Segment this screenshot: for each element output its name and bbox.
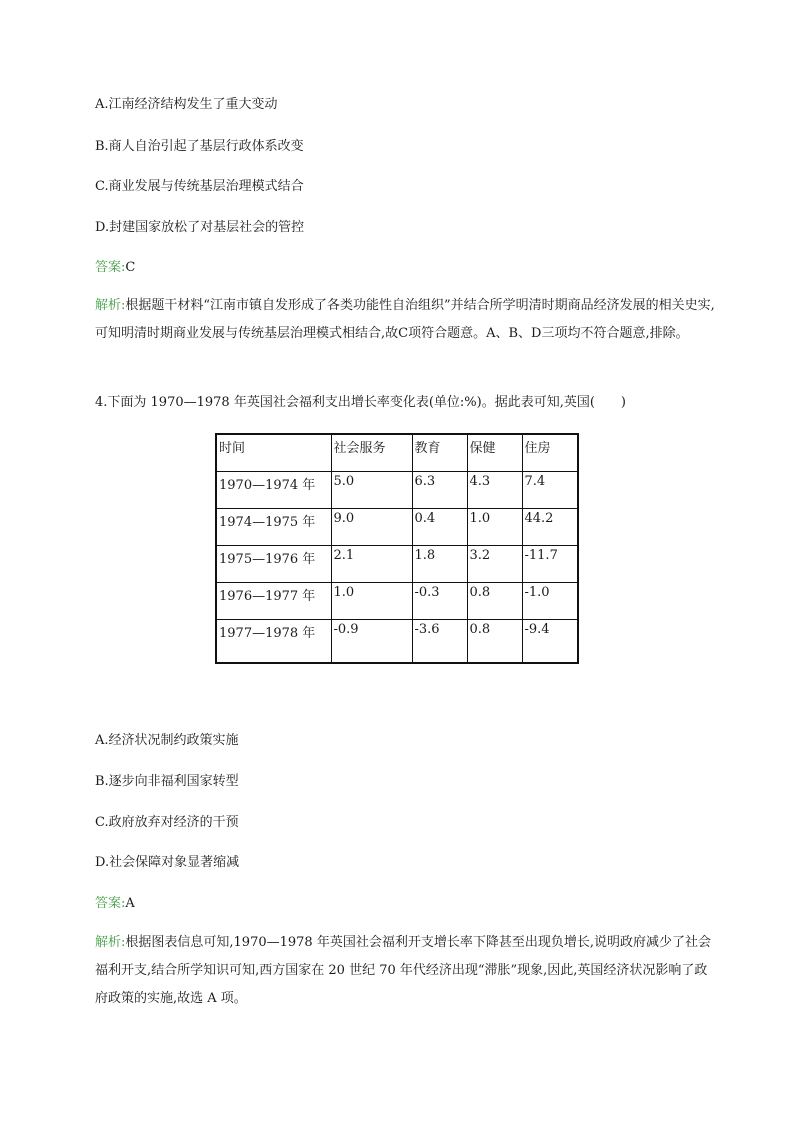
welfare-growth-table xyxy=(215,433,579,664)
table-row xyxy=(216,582,578,619)
q4-option-b: B.逐步向非福利国家转型 xyxy=(95,774,239,789)
q4-answer-label: 答案: xyxy=(95,896,126,911)
q3-analysis xyxy=(95,292,715,348)
table-header-cell: 教育 xyxy=(412,434,467,471)
q4-answer xyxy=(95,895,135,913)
table-cell: 1976—1977 年 xyxy=(216,582,331,619)
table-cell: 44.2 xyxy=(522,508,578,545)
table-cell: 1.8 xyxy=(412,545,467,582)
q4-option-d: D.社会保障对象显著缩减 xyxy=(95,855,240,870)
table-row xyxy=(216,545,578,582)
q3-answer xyxy=(95,259,135,277)
q4-analysis xyxy=(95,929,715,1013)
table-header-cell: 住房 xyxy=(522,434,578,471)
q3-option-a: A.江南经济结构发生了重大变动 xyxy=(95,97,278,112)
q3-answer-label: 答案: xyxy=(95,260,126,275)
table-header-cell: 保健 xyxy=(467,434,522,471)
table-row xyxy=(216,508,578,545)
table-cell: 4.3 xyxy=(467,471,522,508)
table-cell: 1.0 xyxy=(331,582,412,619)
q3-answer-value: C xyxy=(125,260,136,275)
q4-stem: 4.下面为 1970—1978 年英国社会福利支出增长率变化表(单位:%)。据此表可知,英国( ) xyxy=(95,395,626,410)
table-cell: 1974—1975 年 xyxy=(216,508,331,545)
table-cell: 0.4 xyxy=(412,508,467,545)
table-cell: 6.3 xyxy=(412,471,467,508)
q4-analysis-text: 根据图表信息可知,1970—1978 年英国社会福利开支增长率下降甚至出现负增长,说明政府减少了社会福利开支,结合所学知识可知,西方国家在 20 世纪 70 年代经济出现“滞胀”现象,因此,英国经济状况影响了政府政策的实施,故选 A 项。 xyxy=(95,935,711,1006)
table-cell: -3.6 xyxy=(412,619,467,663)
table-row xyxy=(216,471,578,508)
table-cell: 3.2 xyxy=(467,545,522,582)
q3-option-c: C.商业发展与传统基层治理模式结合 xyxy=(95,179,304,194)
table-header-row xyxy=(216,434,578,471)
q3-option-b: B.商人自治引起了基层行政体系改变 xyxy=(95,139,304,154)
table-cell: 1970—1974 年 xyxy=(216,471,331,508)
q4-option-a: A.经济状况制约政策实施 xyxy=(95,733,239,748)
table-header-cell: 社会服务 xyxy=(331,434,412,471)
table-cell: -11.7 xyxy=(522,545,578,582)
table-cell: 1.0 xyxy=(467,508,522,545)
q4-analysis-label: 解析: xyxy=(95,935,126,950)
table-cell: 9.0 xyxy=(331,508,412,545)
table-cell: 2.1 xyxy=(331,545,412,582)
q4-option-c: C.政府放弃对经济的干预 xyxy=(95,815,239,830)
table-cell: -1.0 xyxy=(522,582,578,619)
table-cell: 5.0 xyxy=(331,471,412,508)
table-row xyxy=(216,619,578,663)
table-cell: -0.3 xyxy=(412,582,467,619)
table-cell: 7.4 xyxy=(522,471,578,508)
table-header-cell: 时间 xyxy=(216,434,331,471)
table-cell: 0.8 xyxy=(467,582,522,619)
table-cell: 0.8 xyxy=(467,619,522,663)
table-cell: -9.4 xyxy=(522,619,578,663)
table-cell: -0.9 xyxy=(331,619,412,663)
table-cell: 1975—1976 年 xyxy=(216,545,331,582)
q3-option-d: D.封建国家放松了对基层社会的管控 xyxy=(95,220,305,235)
q3-analysis-label: 解析: xyxy=(95,298,126,313)
table-cell: 1977—1978 年 xyxy=(216,619,331,663)
q3-analysis-text: 根据题干材料“江南市镇自发形成了各类功能性自治组织”并结合所学明清时期商品经济发展的相关史实,可知明清时期商业发展与传统基层治理模式相结合,故C项符合题意。A、B、D三项均不符合题意,排除。 xyxy=(95,298,715,341)
q4-answer-value: A xyxy=(125,896,135,911)
